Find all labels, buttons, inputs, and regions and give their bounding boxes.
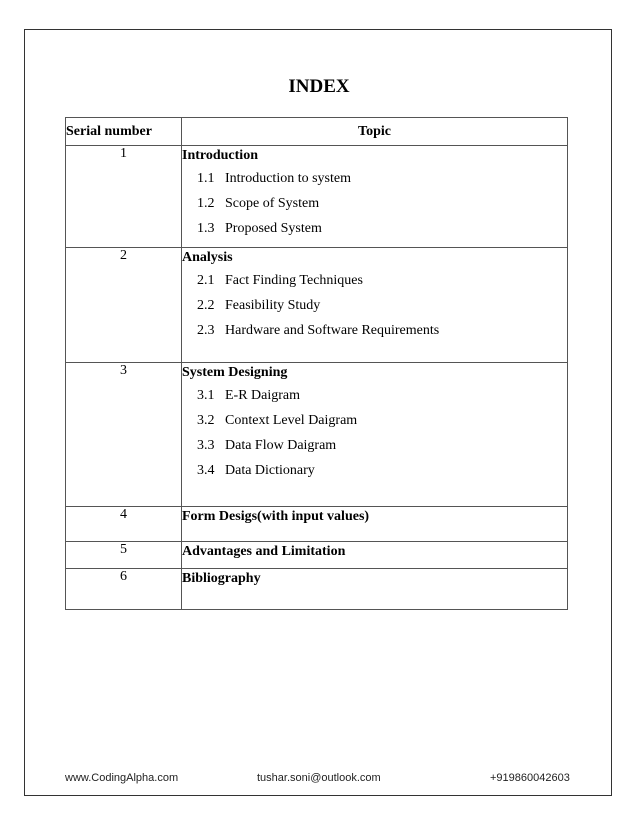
serial-cell: 4	[66, 507, 182, 542]
serial-cell: 5	[66, 542, 182, 569]
index-table	[65, 117, 568, 610]
footer-phone: +919860042603	[490, 772, 570, 784]
sub-item-number: 3.1	[197, 388, 215, 403]
table-row	[66, 146, 568, 248]
sub-item-number: 2.2	[197, 298, 215, 313]
topic-cell	[182, 542, 568, 569]
sub-item-number: 1.2	[197, 196, 215, 211]
sub-item-number: 1.3	[197, 221, 215, 236]
footer-website: www.CodingAlpha.com	[65, 772, 179, 784]
sub-item	[182, 383, 567, 408]
sub-item	[182, 268, 567, 293]
topic-cell	[182, 507, 568, 542]
topic-cell	[182, 363, 568, 507]
sub-item-text: E-R Daigram	[225, 388, 301, 403]
sub-item-text: Data Flow Daigram	[225, 438, 337, 453]
section-title: Introduction	[182, 148, 258, 163]
sub-item-number: 3.2	[197, 413, 215, 428]
serial-cell: 2	[66, 248, 182, 363]
sub-item-text: Data Dictionary	[225, 463, 315, 478]
table-row	[66, 248, 568, 363]
sub-item	[182, 458, 567, 483]
sub-item	[182, 166, 567, 191]
sub-item-text: Fact Finding Techniques	[225, 273, 363, 288]
section-title: Analysis	[182, 250, 233, 265]
sub-item	[182, 433, 567, 458]
sub-item	[182, 293, 567, 318]
page-title: INDEX	[288, 76, 350, 97]
sub-item-text: Feasibility Study	[225, 298, 321, 313]
header-topic: Topic	[182, 118, 568, 146]
header-serial-number: Serial number	[66, 118, 182, 146]
sub-item-text: Context Level Daigram	[225, 413, 358, 428]
section-title: Form Desigs(with input values)	[182, 509, 370, 524]
table-header-row	[66, 118, 568, 146]
footer-email: tushar.soni@outlook.com	[257, 772, 381, 784]
section-title: Advantages and Limitation	[182, 544, 346, 559]
serial-cell: 1	[66, 146, 182, 248]
table-row	[66, 363, 568, 507]
sub-item-number: 3.4	[197, 463, 215, 478]
sub-item-number: 3.3	[197, 438, 215, 453]
table-row	[66, 507, 568, 542]
table-row	[66, 542, 568, 569]
sub-item-number: 2.1	[197, 273, 215, 288]
section-title: Bibliography	[182, 571, 261, 586]
section-title: System Designing	[182, 365, 288, 380]
topic-cell	[182, 569, 568, 610]
sub-item-text: Proposed System	[225, 221, 322, 236]
table-row	[66, 569, 568, 610]
sub-item	[182, 191, 567, 216]
serial-cell: 3	[66, 363, 182, 507]
sub-item	[182, 216, 567, 241]
sub-item-number: 1.1	[197, 171, 215, 186]
sub-item	[182, 318, 567, 343]
topic-cell	[182, 146, 568, 248]
sub-item-text: Hardware and Software Requirements	[225, 323, 440, 338]
serial-cell: 6	[66, 569, 182, 610]
sub-item-text: Scope of System	[225, 196, 320, 211]
topic-cell	[182, 248, 568, 363]
sub-item-number: 2.3	[197, 323, 215, 338]
sub-item	[182, 408, 567, 433]
sub-item-text: Introduction to system	[225, 171, 351, 186]
